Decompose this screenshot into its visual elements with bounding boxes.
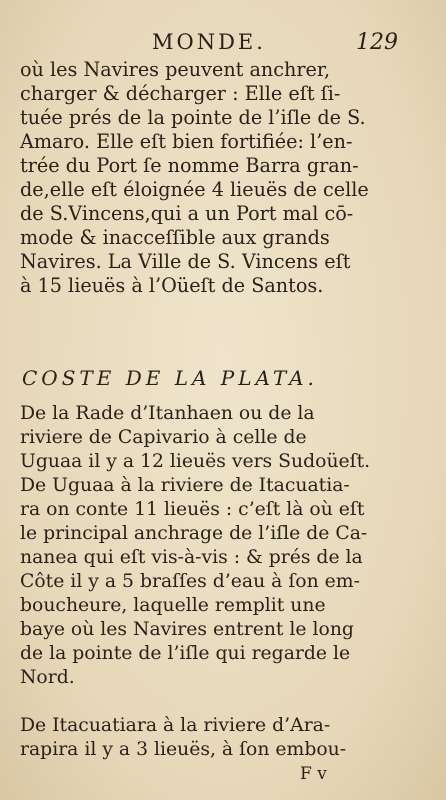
text-line: de la pointe de l’iſle qui regarde le [20, 643, 351, 664]
paragraph-1 [20, 58, 400, 298]
text-line: tuée prés de la pointe de l’iſle de S. [20, 106, 366, 129]
paragraph-3 [20, 714, 400, 762]
text-line: Nord. [20, 667, 75, 688]
text-line: le principal anchrage de l’iſle de Ca- [20, 523, 368, 544]
text-line: rapira il y a 3 lieuës, à ſon embou- [20, 739, 347, 760]
signature-mark: F v [300, 764, 327, 784]
text-line: Navires. La Ville de S. Vincens eſt [20, 250, 351, 273]
text-line: où les Navires peuvent anchrer, [20, 58, 331, 81]
text-line: de,elle eſt éloignée 4 lieuës de celle [20, 178, 369, 201]
text-line: à 15 lieuës à l’Oüeſt de Santos. [20, 274, 324, 297]
text-line: trée du Port ſe nomme Barra gran- [20, 154, 359, 177]
text-line: De la Rade d’Itanhaen ou de la [20, 403, 315, 424]
text-line: Uguaa il y a 12 lieuës vers Sudoüeſt. [20, 451, 371, 472]
text-line: baye où les Navires entrent le long [20, 619, 354, 640]
text-line: boucheure, laquelle remplit une [20, 595, 326, 616]
section-heading: COSTE DE LA PLATA. [22, 366, 318, 390]
text-line: Côte il y a 5 braſſes d’eau à ſon em- [20, 571, 360, 592]
paragraph-2 [20, 402, 400, 690]
text-line: mode & inacceſſible aux grands [20, 226, 330, 249]
text-line: Amaro. Elle eſt bien fortifiée: l’en- [20, 130, 353, 153]
text-line: charger & décharger : Elle eſt ſi- [20, 82, 341, 105]
text-line: De Itacuatiara à la riviere d’Ara- [20, 715, 331, 736]
page-header [0, 30, 446, 60]
text-line: riviere de Capivario à celle de [20, 427, 307, 448]
text-line: nanea qui eſt vis-à-vis : & prés de la [20, 547, 363, 568]
text-line: De Uguaa à la riviere de Itacuatia- [20, 475, 350, 496]
running-head: MONDE. [152, 30, 266, 54]
text-line: ra on conte 11 lieuës : c’eſt là où eſt [20, 499, 365, 520]
text-line: de S.Vincens,qui a un Port mal cō- [20, 202, 354, 225]
page-number: 129 [356, 30, 398, 55]
